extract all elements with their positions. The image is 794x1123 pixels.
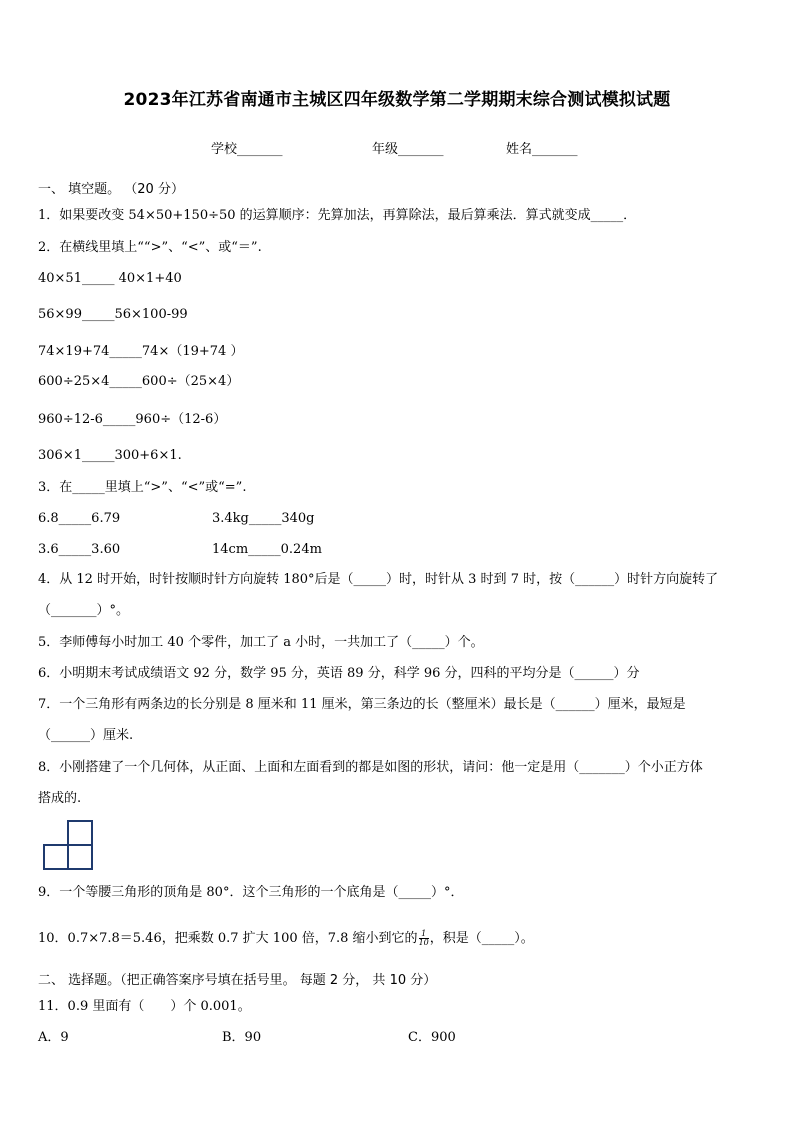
q3-row-1	[38, 511, 315, 527]
question-11: 11．0.9 里面有（ ）个 0.001。	[38, 999, 251, 1014]
question-6: 6．小明期末考试成绩语文 92 分，数学 95 分，英语 89 分，科学 96 分，四科的平均分是（______）分	[38, 666, 640, 681]
question-8: 8．小刚搭建了一个几何体，从正面、上面和左面看到的都是如图的形状，请问：他一定是用（_______）个小正方体	[38, 760, 703, 775]
grade-field: 年级_______	[372, 142, 444, 157]
page-title: 2023年江苏省南通市主城区四年级数学第二学期期末综合测试模拟试题	[123, 90, 671, 110]
question-4: 4．从 12 时开始，时针按顺时针方向旋转 180°后是（_____）时，时针从 3 时到 7 时，按（______）时针方向旋转了	[38, 572, 719, 587]
question-7-cont: （______）厘米.	[38, 728, 134, 743]
question-10	[38, 930, 534, 947]
q2-item-3: 74×19+74_____74×（19+74 ）	[38, 344, 244, 359]
fraction-numerator: 1	[421, 929, 427, 938]
q11-option-a: A．9	[38, 1030, 69, 1045]
question-3: 3．在_____里填上“>”、“<”或“=”.	[38, 480, 247, 495]
question-2: 2．在横线里填上““>”、“<”、或“＝”.	[38, 240, 262, 255]
q2-item-5: 960÷12-6_____960÷（12-6）	[38, 412, 227, 427]
school-field: 学校_______	[211, 142, 283, 157]
section-fill-in-heading: 一、 填空题。 （20 分）	[38, 182, 184, 197]
figure-square-top	[68, 821, 92, 845]
q2-item-6: 306×1_____300+6×1.	[38, 448, 182, 463]
question-5: 5．李师傅每小时加工 40 个零件，加工了 a 小时，一共加工了（_____）个。	[38, 635, 484, 650]
q3-item-b: 3.4kg_____340g	[212, 511, 315, 526]
question-4-cont: （_______）°。	[38, 603, 130, 618]
figure-square-bottom-right	[68, 845, 92, 869]
q2-item-2: 56×99_____56×100-99	[38, 307, 188, 322]
fraction-one-tenth	[419, 930, 429, 947]
q11-option-c: C．900	[408, 1030, 456, 1045]
q3-item-c: 3.6_____3.60	[38, 542, 121, 557]
figure-square-bottom-left	[44, 845, 68, 869]
cube-view-figure	[43, 820, 95, 872]
q3-item-a: 6.8_____6.79	[38, 511, 121, 526]
q2-item-1: 40×51_____ 40×1+40	[38, 271, 182, 286]
q10-text-after: ，积是（_____）。	[429, 931, 534, 946]
question-9: 9．一个等腰三角形的顶角是 80°．这个三角形的一个底角是（_____）°．	[38, 885, 464, 900]
name-field: 姓名_______	[506, 142, 578, 157]
fraction-denominator: 10	[418, 938, 429, 947]
section-choice-heading: 二、 选择题。（把正确答案序号填在括号里。 每题 2 分， 共 10 分）	[38, 973, 437, 988]
q10-text-before: 10．0.7×7.8＝5.46，把乘数 0.7 扩大 100 倍，7.8 缩小到它的	[38, 931, 418, 946]
q2-item-4: 600÷25×4_____600÷（25×4）	[38, 374, 240, 389]
question-7: 7．一个三角形有两条边的长分别是 8 厘米和 11 厘米，第三条边的长（整厘米）最长是（______）厘米，最短是	[38, 697, 686, 712]
q3-row-2	[38, 542, 322, 558]
question-1: 1．如果要改变 54×50+150÷50 的运算顺序：先算加法，再算除法，最后算乘法．算式就变成_____．	[38, 208, 637, 223]
question-8-cont: 搭成的.	[38, 791, 82, 806]
q11-option-b: B．90	[222, 1030, 262, 1045]
q3-item-d: 14cm_____0.24m	[212, 542, 322, 557]
